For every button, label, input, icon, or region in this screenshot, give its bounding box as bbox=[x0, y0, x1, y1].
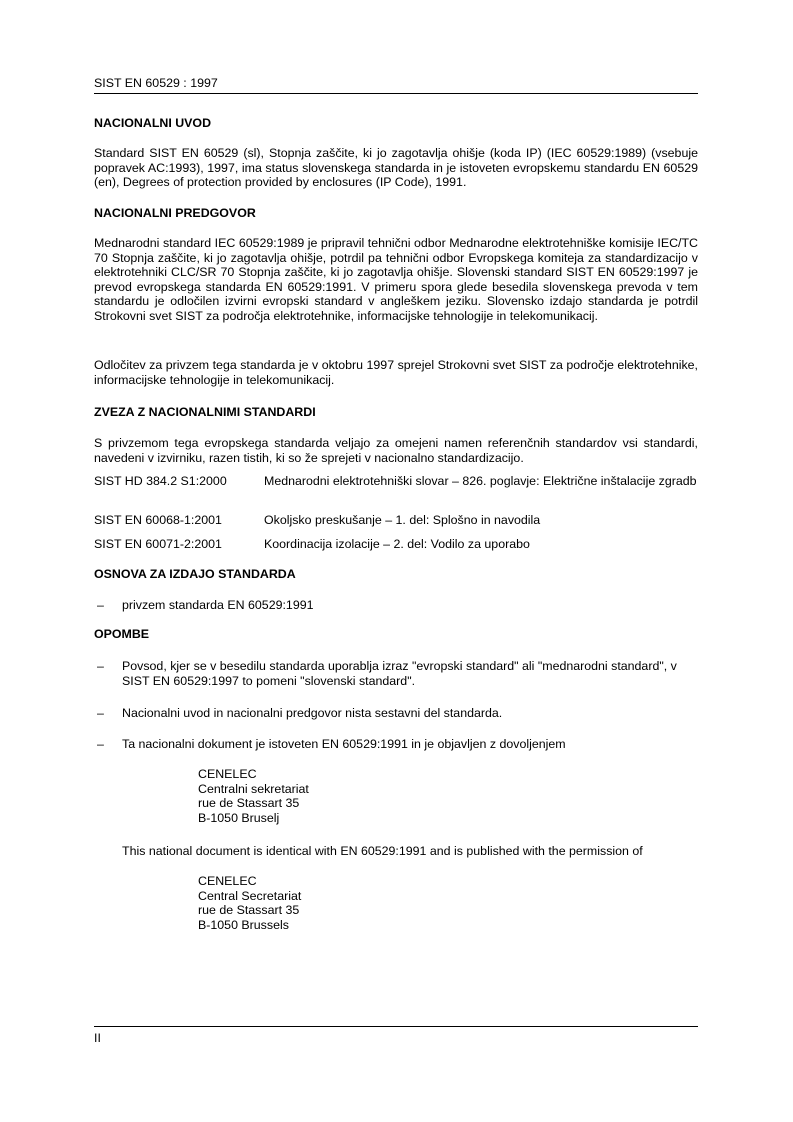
address-line: CENELEC bbox=[198, 874, 257, 888]
reference-row bbox=[94, 537, 698, 552]
list-item bbox=[94, 659, 698, 688]
document-id: SIST EN 60529 : 1997 bbox=[94, 76, 218, 90]
reference-code: SIST EN 60071-2:2001 bbox=[94, 537, 222, 551]
address-line: Central Secretariat bbox=[198, 888, 302, 903]
heading-osnova: OSNOVA ZA IZDAJO STANDARDA bbox=[94, 567, 296, 581]
address-line: rue de Stassart 35 bbox=[198, 796, 300, 811]
address-line: B-1050 Brussels bbox=[198, 917, 289, 932]
reference-row bbox=[94, 474, 698, 489]
dash-bullet: – bbox=[97, 659, 104, 673]
heading-opombe: OPOMBE bbox=[94, 627, 150, 641]
address-line: Centralni sekretariat bbox=[198, 781, 309, 796]
predgovor-paragraph-1: Mednarodni standard IEC 60529:1989 je pripravil tehnični odbor Mednarodne elektrotehniške komisije IEC/TC 70 Stopnja zaščite, ki jo zagotavlja ohišje, potrdil pa tehnični odbor Evropskega komiteja za standardizacijo v elektrotehniki CLC/SR 70 Stopnja zaščite, ki jo zagotavlja ohišje. Slovenski standard SIST EN 60529:1997 je prevod evropskega standarda EN 60529:1991. V primeru spora glede besedila slovenskega prevoda v tem standardu je odločilen izvirni evropski standard v angleškem jeziku. Slovensko izdajo standarda je potrdil Strokovni svet SIST za področja elektrotehnike, informacijske tehnologije in telekomunikacij. bbox=[94, 236, 698, 323]
page-header bbox=[94, 76, 698, 94]
dash-bullet: – bbox=[97, 737, 104, 751]
list-item bbox=[94, 737, 698, 752]
reference-code: SIST HD 384.2 S1:2000 bbox=[94, 474, 227, 488]
list-item-text: Nacionalni uvod in nacionalni predgovor nista sestavni del standarda. bbox=[122, 706, 503, 720]
heading-zveza: ZVEZA Z NACIONALNIMI STANDARDI bbox=[94, 405, 316, 419]
english-note: This national document is identical with EN 60529:1991 and is published with the permission of bbox=[122, 844, 643, 858]
address-line: B-1050 Bruselj bbox=[198, 810, 280, 825]
page-footer bbox=[94, 1026, 698, 1046]
list-item bbox=[94, 706, 698, 721]
zveza-paragraph: S privzemom tega evropskega standarda veljajo za omejeni namen referenčnih standardov vsi standardi, navedeni v izvirniku, razen tistih, ki so že sprejeti v nacionalno standardizacijo. bbox=[94, 436, 698, 465]
list-item-text: Ta nacionalni dokument je istoveten EN 60529:1991 in je objavljen z dovoljenjem bbox=[122, 737, 566, 751]
address-line: rue de Stassart 35 bbox=[198, 903, 300, 918]
page-number: II bbox=[94, 1031, 101, 1045]
heading-nacionalni-uvod: NACIONALNI UVOD bbox=[94, 116, 212, 130]
reference-title: Koordinacija izolacije – 2. del: Vodilo za uporabo bbox=[264, 537, 530, 551]
heading-nacionalni-predgovor: NACIONALNI PREDGOVOR bbox=[94, 206, 256, 220]
reference-title: Mednarodni elektrotehniški slovar – 826. poglavje: Električne inštalacije zgradb bbox=[264, 474, 697, 488]
reference-row bbox=[94, 513, 698, 528]
list-item bbox=[94, 598, 698, 613]
header-rule bbox=[94, 93, 698, 94]
list-item-text: Povsod, kjer se v besedilu standarda uporablja izraz "evropski standard" ali "mednarodni standard", v SIST EN 60529:1997 to pomeni "slovenski standard". bbox=[122, 659, 677, 688]
dash-bullet: – bbox=[97, 706, 104, 720]
list-item-text: privzem standarda EN 60529:1991 bbox=[122, 598, 314, 612]
address-block-sl bbox=[198, 767, 498, 825]
reference-title: Okoljsko preskušanje – 1. del: Splošno in navodila bbox=[264, 513, 541, 527]
uvod-paragraph: Standard SIST EN 60529 (sl), Stopnja zaščite, ki jo zagotavlja ohišje (koda IP) (IEC 60529:1989) (vsebuje popravek AC:1993), 1997, ima status slovenskega standarda in je istoveten evropskemu standardu EN 60529 (en), Degrees of protection provided by enclosures (IP Code), 1991. bbox=[94, 146, 698, 190]
predgovor-paragraph-2: Odločitev za privzem tega standarda je v oktobru 1997 sprejel Strokovni svet SIST za področje elektrotehnike, informacijske tehnologije in telekomunikacij. bbox=[94, 358, 698, 387]
address-line: CENELEC bbox=[198, 767, 257, 781]
dash-bullet: – bbox=[97, 598, 104, 612]
address-block-en bbox=[198, 874, 498, 932]
reference-code: SIST EN 60068-1:2001 bbox=[94, 513, 222, 527]
